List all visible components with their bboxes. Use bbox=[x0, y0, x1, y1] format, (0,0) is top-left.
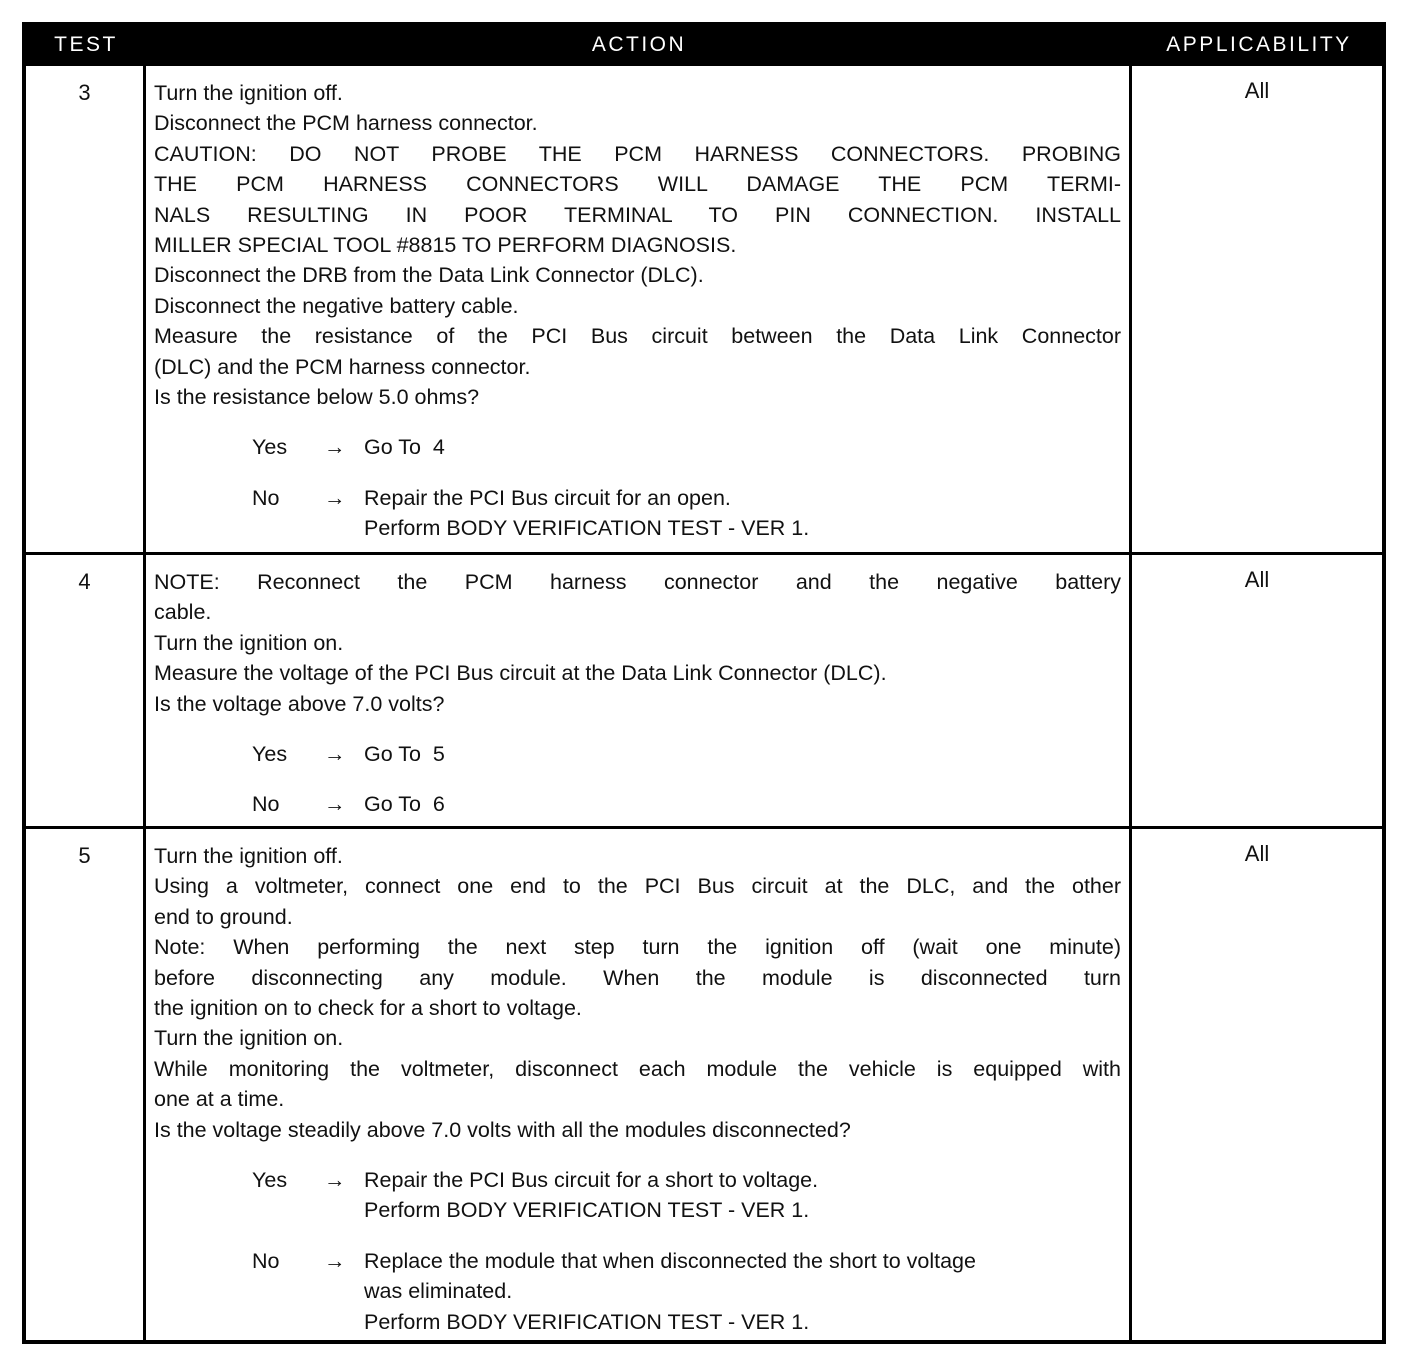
result-line: Go To 6 bbox=[364, 792, 445, 817]
result-line: was eliminated. bbox=[364, 1279, 513, 1304]
applicability-cell: All bbox=[1244, 567, 1270, 592]
caution-line: CAUTION: DO NOT PROBE THE PCM HARNESS CONNECTORS. PROBING bbox=[154, 141, 1121, 166]
applicability-cell: All bbox=[1244, 78, 1270, 103]
table-row-test-4 bbox=[26, 552, 1382, 826]
test-number: 4 bbox=[26, 555, 146, 826]
no-outcome bbox=[154, 483, 1121, 544]
no-outcome bbox=[154, 789, 1121, 819]
result-line: Replace the module that when disconnected the short to voltage bbox=[364, 1248, 976, 1273]
result-line: Perform BODY VERIFICATION TEST - VER 1. bbox=[364, 516, 810, 541]
result-line: Go To 5 bbox=[364, 742, 445, 767]
yes-result bbox=[364, 432, 1121, 462]
note-line: before disconnecting any module. When the module is disconnected turn bbox=[154, 965, 1121, 990]
yes-label: Yes bbox=[252, 435, 288, 460]
action-line: Disconnect the DRB from the Data Link Connector (DLC). bbox=[154, 263, 704, 288]
no-result bbox=[364, 483, 1121, 544]
yes-label: Yes bbox=[252, 742, 288, 767]
test-number: 3 bbox=[26, 66, 146, 552]
action-line: (DLC) and the PCM harness connector. bbox=[154, 354, 531, 379]
no-label: No bbox=[252, 485, 280, 510]
arrow-right-icon: → bbox=[324, 435, 346, 460]
diagnostic-table bbox=[22, 22, 1386, 1344]
no-outcome bbox=[154, 1246, 1121, 1337]
yes-result bbox=[364, 739, 1121, 769]
header-test: TEST bbox=[54, 33, 118, 56]
note-line: Note: When performing the next step turn the ignition off (wait one minute) bbox=[154, 935, 1121, 960]
action-line: one at a time. bbox=[154, 1087, 285, 1112]
header-applicability: APPLICABILITY bbox=[1166, 33, 1352, 56]
result-line: Perform BODY VERIFICATION TEST - VER 1. bbox=[364, 1198, 810, 1223]
arrow-right-icon: → bbox=[324, 485, 346, 510]
question-line: Is the resistance below 5.0 ohms? bbox=[154, 385, 480, 410]
caution-line: MILLER SPECIAL TOOL #8815 TO PERFORM DIAGNOSIS. bbox=[154, 233, 737, 258]
note-line: cable. bbox=[154, 600, 212, 625]
action-line: Turn the ignition on. bbox=[154, 630, 344, 655]
no-result bbox=[364, 1246, 1121, 1337]
note-line: the ignition on to check for a short to voltage. bbox=[154, 996, 582, 1021]
arrow-right-icon: → bbox=[324, 792, 346, 817]
action-line: Turn the ignition on. bbox=[154, 1026, 344, 1051]
yes-outcome bbox=[154, 432, 1121, 462]
action-line: Disconnect the PCM harness connector. bbox=[154, 111, 538, 136]
question-line: Is the voltage above 7.0 volts? bbox=[154, 691, 445, 716]
table-header bbox=[26, 26, 1382, 66]
action-line: Measure the voltage of the PCI Bus circuit at the Data Link Connector (DLC). bbox=[154, 661, 887, 686]
arrow-right-icon: → bbox=[324, 1168, 346, 1193]
arrow-right-icon: → bbox=[324, 1248, 346, 1273]
action-line: Using a voltmeter, connect one end to the PCI Bus circuit at the DLC, and the other bbox=[154, 874, 1121, 899]
applicability-cell: All bbox=[1244, 841, 1270, 866]
result-line: Repair the PCI Bus circuit for a short to voltage. bbox=[364, 1168, 819, 1193]
note-line: NOTE: Reconnect the PCM harness connector and the negative battery bbox=[154, 570, 1121, 594]
action-line: end to ground. bbox=[154, 904, 293, 929]
action-line: While monitoring the voltmeter, disconnect each module the vehicle is equipped with bbox=[154, 1056, 1121, 1081]
action-cell bbox=[146, 66, 1132, 552]
no-label: No bbox=[252, 792, 280, 817]
test-number: 5 bbox=[26, 829, 146, 1340]
result-line: Go To 4 bbox=[364, 435, 445, 460]
arrow-right-icon: → bbox=[324, 742, 346, 767]
result-line: Repair the PCI Bus circuit for an open. bbox=[364, 485, 731, 510]
result-line: Perform BODY VERIFICATION TEST - VER 1. bbox=[364, 1309, 810, 1334]
table-row-test-3 bbox=[26, 66, 1382, 552]
action-line: Turn the ignition off. bbox=[154, 81, 343, 105]
header-action: ACTION bbox=[591, 33, 687, 56]
action-cell bbox=[146, 829, 1132, 1340]
no-label: No bbox=[252, 1248, 280, 1273]
caution-line: NALS RESULTING IN POOR TERMINAL TO PIN CONNECTION. INSTALL bbox=[154, 202, 1121, 227]
question-line: Is the voltage steadily above 7.0 volts with all the modules disconnected? bbox=[154, 1117, 851, 1142]
action-line: Disconnect the negative battery cable. bbox=[154, 293, 519, 318]
yes-label: Yes bbox=[252, 1168, 288, 1193]
yes-result bbox=[364, 1165, 1121, 1226]
yes-outcome bbox=[154, 1165, 1121, 1226]
action-line: Turn the ignition off. bbox=[154, 844, 343, 868]
action-line: Measure the resistance of the PCI Bus circuit between the Data Link Connector bbox=[154, 324, 1121, 349]
action-cell bbox=[146, 555, 1132, 826]
caution-line: THE PCM HARNESS CONNECTORS WILL DAMAGE THE PCM TERMI- bbox=[154, 172, 1121, 197]
table-row-test-5 bbox=[26, 826, 1382, 1340]
yes-outcome bbox=[154, 739, 1121, 769]
no-result bbox=[364, 789, 1121, 819]
